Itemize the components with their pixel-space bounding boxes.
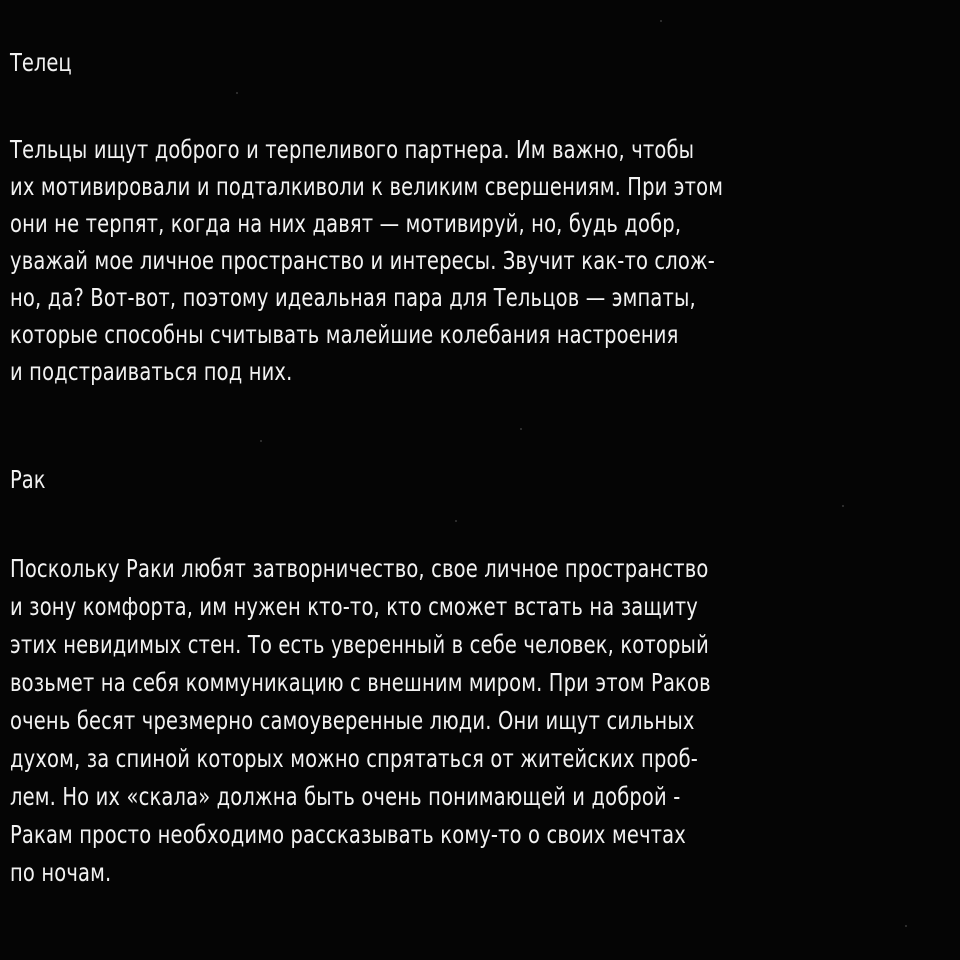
dust-speck bbox=[905, 925, 907, 927]
dust-speck bbox=[520, 428, 522, 430]
taurus-line-1: Тельцы ищут доброго и терпеливого партнера. Им важно, чтобы bbox=[10, 135, 695, 164]
taurus-line-7: и подстраиваться под них. bbox=[10, 357, 293, 386]
taurus-line-4: уважай мое личное пространство и интересы. Звучит как-то слож- bbox=[10, 246, 715, 275]
section-heading-taurus: Телец bbox=[10, 48, 72, 77]
dust-speck bbox=[842, 505, 844, 507]
cancer-line-1: Поскольку Раки любят затворничество, свое личное пространство bbox=[10, 554, 709, 583]
taurus-line-5: но, да? Вот-вот, поэтому идеальная пара для Тельцов — эмпаты, bbox=[10, 283, 696, 312]
cancer-line-6: духом, за спиной которых можно спрятаться от житейских проб- bbox=[10, 744, 698, 773]
cancer-line-7: лем. Но их «скала» должна быть очень понимающей и доброй - bbox=[10, 782, 681, 811]
cancer-line-4: возьмет на себя коммуникацию с внешним миром. При этом Раков bbox=[10, 668, 711, 697]
dust-speck bbox=[260, 440, 262, 442]
taurus-line-6: которые способны считывать малейшие колебания настроения bbox=[10, 320, 679, 349]
dust-speck bbox=[660, 20, 662, 22]
cancer-line-9: по ночам. bbox=[10, 858, 112, 887]
cancer-line-3: этих невидимых стен. То есть уверенный в себе человек, который bbox=[10, 630, 709, 659]
taurus-line-3: они не терпят, когда на них давят — мотивируй, но, будь добр, bbox=[10, 209, 682, 238]
section-heading-cancer: Рак bbox=[10, 465, 46, 494]
taurus-line-2: их мотивировали и подталкиволи к великим свершениям. При этом bbox=[10, 172, 724, 201]
cancer-line-2: и зону комфорта, им нужен кто-то, кто сможет встать на защиту bbox=[10, 592, 698, 621]
dust-speck bbox=[236, 92, 238, 94]
cancer-line-8: Ракам просто необходимо рассказывать кому-то о своих мечтах bbox=[10, 820, 686, 849]
dust-speck bbox=[455, 520, 457, 522]
cancer-line-5: очень бесят чрезмерно самоуверенные люди. Они ищут сильных bbox=[10, 706, 695, 735]
